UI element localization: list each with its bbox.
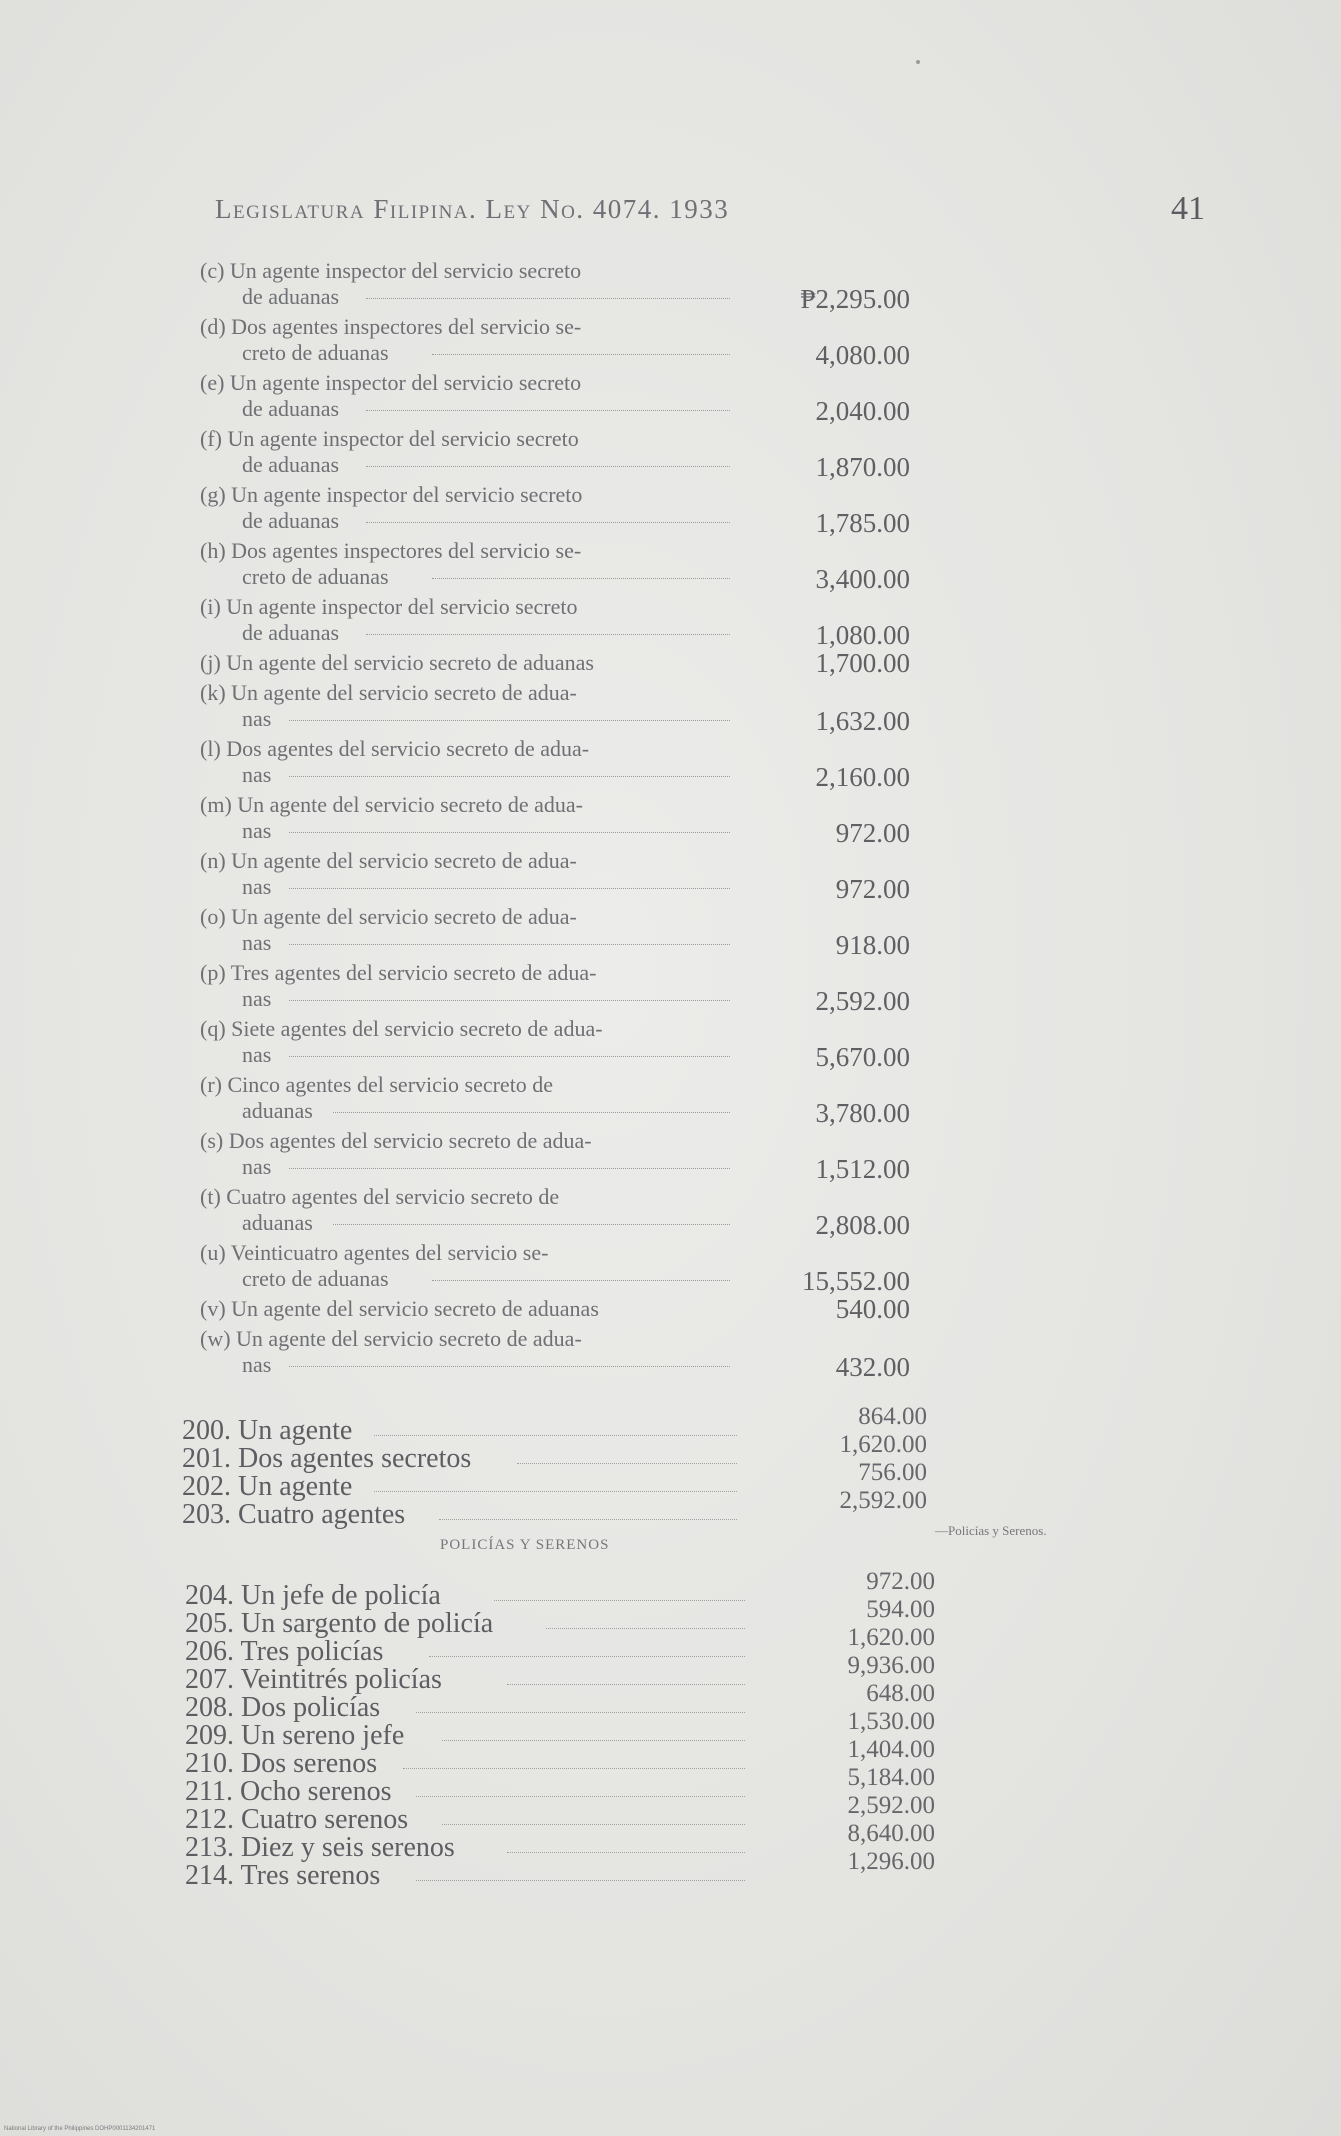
item-text-continuation: aduanas: [242, 1210, 313, 1235]
item-amount: 5,184.00: [847, 1764, 935, 1791]
item-text-continuation: nas: [242, 1154, 272, 1179]
item-text-continuation: de aduanas: [242, 508, 340, 533]
lettered-items-list: [200, 258, 920, 1382]
dot-leader: [289, 1168, 730, 1169]
item-text: 210. Dos serenos: [185, 1748, 378, 1779]
item-amount: 1,620.00: [847, 1624, 935, 1651]
item-text: 205. Un sargento de policía: [185, 1608, 494, 1639]
item-text-continuation: de aduanas: [242, 284, 340, 309]
list-item: [182, 1487, 927, 1530]
dot-leader: [366, 466, 730, 467]
dot-leader: [289, 1000, 730, 1001]
dot-leader: [333, 1224, 730, 1225]
dot-leader: [289, 832, 730, 833]
list-item: [200, 258, 920, 314]
item-text-continuation: aduanas: [242, 1098, 313, 1123]
dot-leader: [416, 1712, 745, 1713]
item-text-continuation: nas: [242, 706, 272, 731]
item-amount: 15,552.00: [802, 1266, 910, 1296]
dot-leader: [439, 1519, 737, 1520]
item-text: (m) Un agente del servicio secreto de adua-: [200, 792, 583, 817]
item-text: (o) Un agente del servicio secreto de adua-: [200, 904, 577, 929]
dot-leader: [289, 1366, 730, 1367]
list-item: [200, 482, 920, 538]
list-item: [200, 1326, 920, 1382]
item-amount: 2,592.00: [839, 1487, 927, 1514]
item-amount: 1,296.00: [847, 1848, 935, 1875]
dot-leader: [416, 1880, 745, 1881]
item-amount: 2,592.00: [847, 1792, 935, 1819]
item-amount: 972.00: [835, 874, 910, 904]
item-amount: 1,080.00: [815, 620, 910, 650]
item-text: (r) Cinco agentes del servicio secreto de: [200, 1072, 554, 1097]
dot-leader: [289, 1056, 730, 1057]
item-text-continuation: nas: [242, 874, 272, 899]
footer-credit: National Library of the Philippines DOHP0001134201471: [4, 2126, 156, 2132]
item-text: (v) Un agente del servicio secreto de aduanas: [200, 1296, 599, 1321]
item-text-continuation: creto de aduanas: [242, 1266, 389, 1291]
item-amount: 1,404.00: [847, 1736, 935, 1763]
dot-leader: [517, 1463, 737, 1464]
item-text: (n) Un agente del servicio secreto de adua-: [200, 848, 577, 873]
item-text-continuation: nas: [242, 1352, 272, 1377]
list-item: [200, 848, 920, 904]
item-amount: 3,400.00: [815, 564, 910, 594]
item-text: (f) Un agente inspector del servicio secreto: [200, 426, 579, 451]
item-text: 213. Diez y seis serenos: [185, 1832, 455, 1863]
item-text: 207. Veintitrés policías: [185, 1664, 442, 1695]
item-text: 211. Ocho serenos: [185, 1776, 392, 1807]
item-text: 201. Dos agentes secretos: [182, 1443, 472, 1474]
item-text-continuation: nas: [242, 818, 272, 843]
list-item: [200, 1184, 920, 1240]
numbered-items-list-a: [182, 1403, 927, 1530]
item-text-continuation: creto de aduanas: [242, 564, 389, 589]
item-text: 203. Cuatro agentes: [182, 1499, 406, 1530]
dot-leader: [403, 1768, 745, 1769]
item-text-continuation: de aduanas: [242, 396, 340, 421]
item-text: 202. Un agente: [182, 1471, 353, 1502]
dot-leader: [442, 1824, 745, 1825]
item-amount: 1,785.00: [815, 508, 910, 538]
item-text: 208. Dos policías: [185, 1692, 381, 1723]
dot-leader: [289, 888, 730, 889]
item-amount: 5,670.00: [815, 1042, 910, 1072]
item-text: (l) Dos agentes del servicio secreto de adua-: [200, 736, 590, 761]
item-amount: 9,936.00: [847, 1652, 935, 1679]
item-text: 200. Un agente: [182, 1415, 353, 1446]
dot-leader: [366, 522, 730, 523]
dot-leader: [366, 410, 730, 411]
list-item: [200, 960, 920, 1016]
dot-leader: [432, 1280, 730, 1281]
dot-leader: [374, 1491, 737, 1492]
dot-leader: [416, 1796, 745, 1797]
list-item: [200, 904, 920, 960]
list-item: [200, 538, 920, 594]
dot-leader: [494, 1600, 745, 1601]
item-amount: 2,040.00: [815, 396, 910, 426]
item-amount: 756.00: [858, 1459, 927, 1486]
item-text-continuation: de aduanas: [242, 620, 340, 645]
item-text: (s) Dos agentes del servicio secreto de adua-: [200, 1128, 592, 1153]
item-text: 204. Un jefe de policía: [185, 1580, 441, 1611]
item-text: (q) Siete agentes del servicio secreto de adua-: [200, 1016, 603, 1041]
item-text: 206. Tres policías: [185, 1636, 384, 1667]
list-item: [200, 1072, 920, 1128]
item-amount: 2,808.00: [815, 1210, 910, 1240]
item-amount: 1,620.00: [839, 1431, 927, 1458]
dot-leader: [289, 944, 730, 945]
dot-leader: [289, 720, 730, 721]
dot-leader: [507, 1852, 745, 1853]
item-text-continuation: nas: [242, 930, 272, 955]
item-text-continuation: creto de aduanas: [242, 340, 389, 365]
item-text: (c) Un agente inspector del servicio secreto: [200, 258, 582, 283]
item-amount: 1,530.00: [847, 1708, 935, 1735]
dot-leader: [333, 1112, 730, 1113]
item-text: (i) Un agente inspector del servicio secreto: [200, 594, 578, 619]
item-text: (g) Un agente inspector del servicio secreto: [200, 482, 583, 507]
dot-leader: [432, 354, 730, 355]
item-amount: 1,870.00: [815, 452, 910, 482]
item-amount: 972.00: [835, 818, 910, 848]
item-amount: 864.00: [858, 1403, 927, 1430]
list-item: [200, 594, 920, 650]
item-amount: 2,160.00: [815, 762, 910, 792]
item-amount: 1,512.00: [815, 1154, 910, 1184]
dot-leader: [366, 298, 730, 299]
dot-leader: [442, 1740, 745, 1741]
item-amount: 2,592.00: [815, 986, 910, 1016]
item-amount: ₱2,295.00: [800, 284, 910, 314]
item-text-continuation: nas: [242, 986, 272, 1011]
item-amount: 8,640.00: [847, 1820, 935, 1847]
item-text: (t) Cuatro agentes del servicio secreto de: [200, 1184, 560, 1209]
list-item: [200, 792, 920, 848]
item-amount: 648.00: [866, 1680, 935, 1707]
item-amount: 1,632.00: [815, 706, 910, 736]
item-amount: 3,780.00: [815, 1098, 910, 1128]
section-heading: POLICÍAS Y SERENOS: [440, 1537, 610, 1553]
list-item: [200, 370, 920, 426]
page-header: [215, 190, 1205, 240]
side-note: —Policías y Serenos.: [935, 1523, 1047, 1538]
list-item: [200, 1296, 920, 1326]
page-number: 41: [1171, 190, 1205, 227]
list-item: [200, 680, 920, 736]
list-item: [200, 736, 920, 792]
list-item: [200, 1128, 920, 1184]
item-text: 214. Tres serenos: [185, 1860, 381, 1891]
list-item: [185, 1848, 935, 1891]
dot-leader: [429, 1656, 745, 1657]
item-text: (u) Veinticuatro agentes del servicio se-: [200, 1240, 549, 1265]
item-text: (j) Un agente del servicio secreto de aduanas: [200, 650, 594, 675]
dot-leader: [289, 776, 730, 777]
item-text-continuation: nas: [242, 1042, 272, 1067]
dot-leader: [432, 578, 730, 579]
numbered-items-list-b: [185, 1568, 935, 1891]
item-amount: 4,080.00: [815, 340, 910, 370]
item-text: (h) Dos agentes inspectores del servicio se-: [200, 538, 582, 563]
list-item: [200, 426, 920, 482]
item-text: (w) Un agente del servicio secreto de adua-: [200, 1326, 582, 1351]
item-text: 212. Cuatro serenos: [185, 1804, 409, 1835]
item-text: (e) Un agente inspector del servicio secreto: [200, 370, 582, 395]
item-text-continuation: de aduanas: [242, 452, 340, 477]
item-amount: 1,700.00: [815, 648, 910, 678]
list-item: [200, 1240, 920, 1296]
speck: [916, 60, 920, 64]
list-item: [200, 314, 920, 370]
running-head: Legislatura Filipina. Ley No. 4074. 1933: [215, 194, 730, 224]
list-item: [200, 650, 920, 680]
dot-leader: [507, 1684, 745, 1685]
item-amount: 918.00: [835, 930, 910, 960]
item-text: (p) Tres agentes del servicio secreto de adua-: [200, 960, 597, 985]
dot-leader: [374, 1435, 737, 1436]
item-amount: 594.00: [866, 1596, 935, 1623]
item-text: (d) Dos agentes inspectores del servicio se-: [200, 314, 582, 339]
item-amount: 540.00: [835, 1294, 910, 1324]
item-text-continuation: nas: [242, 762, 272, 787]
dot-leader: [546, 1628, 745, 1629]
item-amount: 432.00: [835, 1352, 910, 1382]
item-text: 209. Un sereno jefe: [185, 1720, 405, 1751]
item-text: (k) Un agente del servicio secreto de adua-: [200, 680, 577, 705]
list-item: [200, 1016, 920, 1072]
item-amount: 972.00: [866, 1568, 935, 1595]
dot-leader: [366, 634, 730, 635]
